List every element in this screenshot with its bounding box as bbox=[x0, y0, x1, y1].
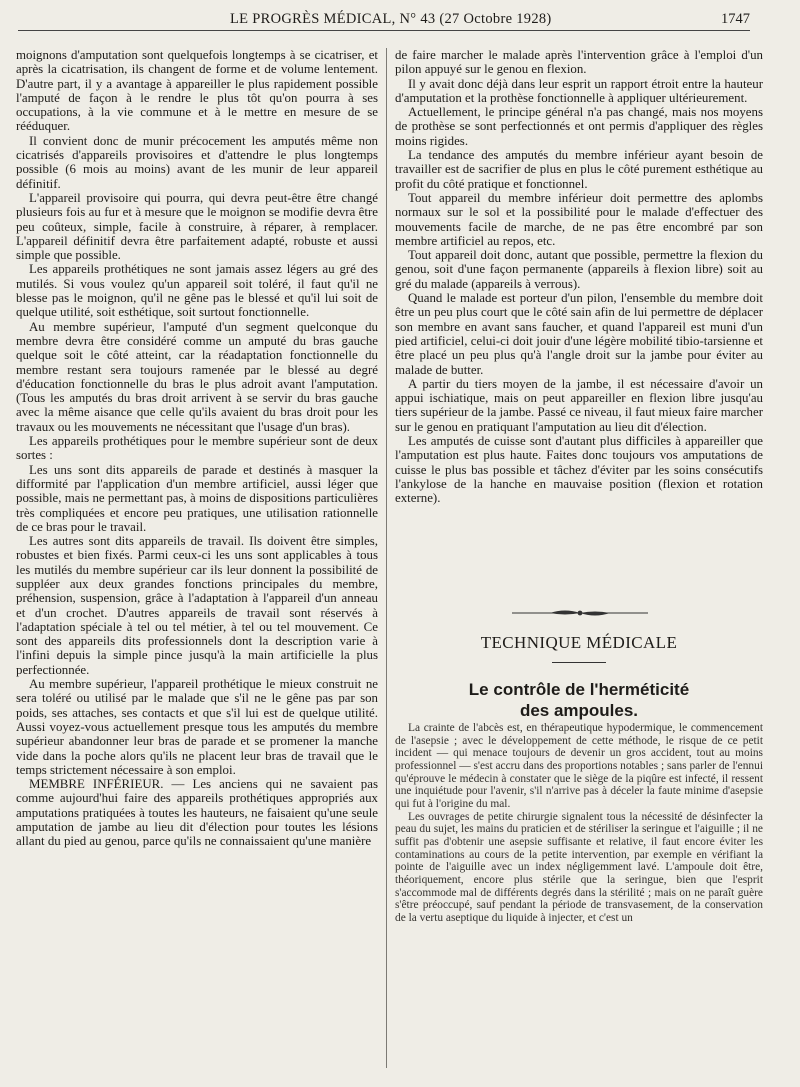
paragraph: Actuellement, le principe général n'a pas changé, mais nos moyens de prothèse se sont perfectionnés et ont permis d'appliquer des règles moins rigides. bbox=[395, 105, 763, 148]
article-body bbox=[395, 722, 763, 1082]
article-title-line: des ampoules. bbox=[519, 701, 639, 720]
paragraph: Les autres sont dits appareils de travail. Ils doivent être simples, robustes et bien fixés. Parmi ceux-ci les uns sont applicables à tous les mutilés du membre supérieur car ils leur donnent la possibilité de suppléer aux deux grandes fonctions principales du membre, préhension, suspension, grâce à l'adaptation à l'appareil d'un anneau et d'un crochet. D'autres appareils de travail sont réservés à l'adaptation spéciale à tel ou tel métier, à tel ou tel mouvement. Ce sont des appareils dits professionnels dont la description varie à l'infini depuis la simple pince jusqu'à la main artificielle la plus perfectionnée. bbox=[16, 534, 378, 677]
column-divider bbox=[386, 48, 387, 1068]
paragraph: Quand le malade est porteur d'un pilon, l'ensemble du membre doit être un peu plus court que le côté sain afin de lui permettre de déplacer son membre en avant sans faucher, et quand l'appareil est muni d'un pied artificiel, celui-ci doit jouir d'une légère mobilité tibio-tarsienne et être placé un peu plus qu'à l'angle droit sur la jambe pour éviter au malade de butter. bbox=[395, 291, 763, 377]
page-number: 1747 bbox=[721, 11, 750, 27]
paragraph: MEMBRE INFÉRIEUR. — Les anciens qui ne savaient pas comme aujourd'hui faire des appareils prothétiques appropriés aux amputations pratiquées à toutes les hauteurs, ne faisaient qu'une seule amputation de jambe au lieu dit d'élection pour toutes les lésions allant du pied au genou, parce qu'ils ne connaissaient qu'une manière bbox=[16, 777, 378, 849]
section-title: TECHNIQUE MÉDICALE bbox=[480, 633, 678, 652]
paragraph: Au membre supérieur, l'amputé d'un segment quelconque du membre devra être considéré comme un amputé du bras gauche quelque soit le côté atteint, car la réadaptation fonctionnelle du membre restant sera toujours ramenée par le blessé au degré d'éducation fonctionnelle du bras le plus adroit avant l'amputation. (Tous les amputés du bras droit arrivent à se servir du bras gauche avec la même aisance que celle qu'ils avaient du bras droit pour les travaux ou les mouvements ne nécessitant que l'usage d'un bras). bbox=[16, 319, 378, 434]
ornament-divider bbox=[510, 606, 650, 620]
left-column bbox=[16, 48, 378, 1073]
paragraph: Les appareils prothétiques pour le membre supérieur sont de deux sortes : bbox=[16, 434, 378, 463]
paragraph: La crainte de l'abcès est, en thérapeutique hypodermique, le commencement de l'asepsie ; avec le développement de cette méthode, le risque de ce petit incident — qui menace toujours de devenir un gros accident, tout au moins professionnel — s'est accru dans des proportions notables ; sans parler de l'ennui qu'éprouve le médecin à constater que le siège de la piqûre est infecté, il ressent une inquiétude pour l'avenir, s'il n'arrive pas à déceler la faute minime d'asepsie qui fut à l'origine du mal. bbox=[395, 722, 763, 810]
paragraph: Les appareils prothétiques ne sont jamais assez légers au gré des mutilés. Si vous voulez qu'un appareil soit toléré, il faut qu'il ne blesse pas le moignon, qu'il ne gêne pas le blessé et qu'il lui soit de quelque utilité, soit esthétique, soit surtout fonctionnelle. bbox=[16, 262, 378, 320]
paragraph: Au membre supérieur, l'appareil prothétique le mieux construit ne sera toléré ou utilisé par le malade que s'il ne le gêne pas par son poids, ses attaches, ses contacts et que s'il lui est de quelque utilité. Aussi voyez-vous actuellement presque tous les amputés du membre supérieur abandonner leur bras de parade et se promener la manche vide dans la poche alors qu'ils ne placent leur bras de travail que le temps strictement nécessaire à son emploi. bbox=[16, 677, 378, 777]
paragraph: Tout appareil du membre inférieur doit permettre des aplombs normaux sur le sol et la possibilité pour le malade d'effectuer des mouvements facile de marche, de ne pas être encombré par son membre artificiel au repos, etc. bbox=[395, 190, 763, 248]
journal-title: LE PROGRÈS MÉDICAL, N° 43 (27 Octobre 1928) bbox=[230, 11, 552, 27]
paragraph: Les uns sont dits appareils de parade et destinés à masquer la difformité par l'application d'un membre artificiel, aussi léger que possible, mais ne permettant pas, à moins de dispositions particulières très compliquées et encore peu pratiques, une utilisation rationnelle de ce bras pour le travail. bbox=[16, 462, 378, 534]
paragraph: Il convient donc de munir précocement les amputés même non cicatrisés d'appareils provisoires et d'attendre le plus longtemps possible (6 mois au moins) avant de les munir de leur appareil définitif. bbox=[16, 133, 378, 191]
paragraph: moignons d'amputation sont quelquefois longtemps à se cicatriser, et après la cicatrisation, ils changent de forme et de volume lentement. D'autre part, il y a avantage à appareiller le plus rapidement possible l'amputé de façon à le rendre le plus tôt qu'on pourra à ses occupations, à la vie commune et à le mettre en mesure de se rééduquer. bbox=[16, 48, 378, 134]
paragraph: Tout appareil doit donc, autant que possible, permettre la flexion du genou, soit d'une façon permanente (appareils à flexion libre) soit au gré du malade (appareils à verrous). bbox=[395, 248, 763, 291]
paragraph: A partir du tiers moyen de la jambe, il est nécessaire d'avoir un appui ischiatique, mais on peut appareiller en flexion libre jusqu'au tiers supérieur de la jambe. Passé ce niveau, il faut mieux faire marcher sur le genou en pratiquant l'amputation au lieu dit d'élection. bbox=[395, 376, 763, 434]
running-header bbox=[18, 10, 750, 31]
paragraph: Les amputés de cuisse sont d'autant plus difficiles à appareiller que l'amputation est plus haute. Faites donc toujours vos amputations de cuisse le plus bas possible et tâchez d'éviter par les soins consécutifs l'ankylose de la hanche en mauvaise position (flexion et rotation externe). bbox=[395, 434, 763, 506]
paragraph: de faire marcher le malade après l'intervention grâce à l'emploi d'un pilon appuyé sur le genou en flexion. bbox=[395, 48, 763, 77]
article-title-line: Le contrôle de l'herméticité bbox=[468, 680, 690, 699]
article-title bbox=[395, 679, 763, 721]
section-rule bbox=[552, 662, 606, 663]
paragraph: La tendance des amputés du membre inférieur ayant besoin de travailler est de sacrifier de plus en plus le côté purement esthétique au profit du côté pratique et fonctionnel. bbox=[395, 148, 763, 191]
right-column bbox=[395, 48, 763, 618]
paragraph: Les ouvrages de petite chirurgie signalent tous la nécessité de désinfecter la peau du sujet, les mains du praticien et de stériliser la seringue et l'aiguille ; il ne suffit pas d'obtenir une asepsie suffisante et relative, il faut encore éviter les contaminations au cours de la petite intervention, par exemple en vérifiant la pointe de l'aiguille avec un index négligemment lavé. L'ampoule doit être, théoriquement, encore plus stérile que la seringue, bien que l'esprit s'accommode mal de différents degrés dans la stérilité ; mais on ne paraît guère s'être préoccupé, sauf pendant la période de transvasement, de la conservation de la vertu aseptique du liquide à injecter, et c'est un bbox=[395, 810, 763, 924]
paragraph: L'appareil provisoire qui pourra, qui devra peut-être être changé plusieurs fois au fur et à mesure que le moignon se modifie devra être peu coûteux, simple, facile à construire, à réparer, à remplacer. L'appareil définitif devra être parfaitement adapté, robuste et aussi simple que possible. bbox=[16, 190, 378, 263]
paragraph: Il y avait donc déjà dans leur esprit un rapport étroit entre la hauteur d'amputation et la prothèse fonctionnelle à appliquer ultérieurement. bbox=[395, 76, 763, 105]
